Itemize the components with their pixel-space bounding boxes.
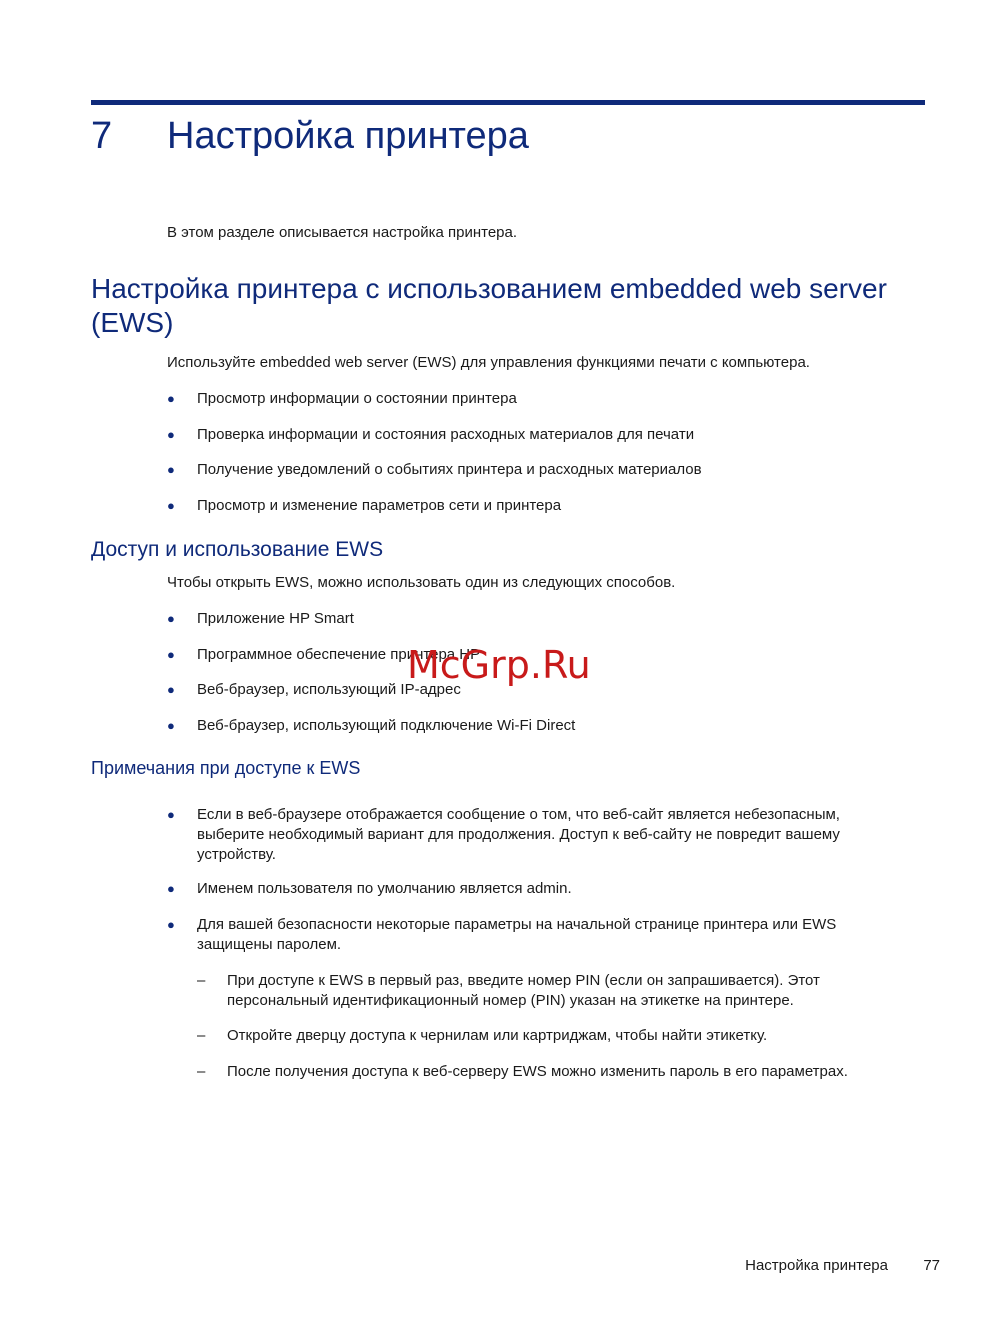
list-item-text: Если в веб-браузере отображается сообщение о том, что веб-сайт является небезопасным, выберите необходимый вариант для продолжения. Доступ к веб-сайту не повредит вашему устройству. [197, 806, 840, 863]
sub-list-item [197, 971, 887, 1011]
section-ews-title: Настройка принтера с использованием embedded web server (EWS) [91, 273, 887, 338]
list-item-text: Получение уведомлений о событиях принтера и расходных материалов [197, 461, 702, 478]
dash-icon: – [197, 1027, 206, 1044]
bullet-icon: ● [167, 611, 175, 626]
list-item-text: Программное обеспечение принтера HP [197, 646, 481, 663]
bullet-icon: ● [167, 807, 175, 822]
section-ews-intro: Используйте embedded web server (EWS) для управления функциями печати с компьютера. [167, 354, 810, 371]
list-item [167, 805, 887, 865]
chapter-rule [91, 100, 925, 105]
sub-list-item-text: При доступе к EWS в первый раз, введите номер PIN (если он запрашивается). Этот персональный идентификационный номер (PIN) указан на этикетке на принтере. [227, 972, 820, 1009]
footer-title: Настройка принтера [745, 1257, 888, 1274]
section-access-intro: Чтобы открыть EWS, можно использовать один из следующих способов. [167, 574, 676, 591]
section-notes-title: Примечания при доступе к EWS [91, 758, 361, 778]
bullet-icon: ● [167, 498, 175, 513]
bullet-icon: ● [167, 881, 175, 896]
dash-icon: – [197, 1063, 206, 1080]
list-item-text: Просмотр информации о состоянии принтера [197, 390, 517, 407]
list-item [167, 496, 887, 516]
bullet-icon: ● [167, 647, 175, 662]
chapter-number: 7 [91, 115, 113, 157]
list-item-text: Веб-браузер, использующий IP-адрес [197, 681, 461, 698]
list-item [167, 425, 887, 445]
list-item-text: Приложение HP Smart [197, 610, 354, 627]
bullet-icon: ● [167, 718, 175, 733]
list-item [167, 389, 887, 409]
list-item-text: Проверка информации и состояния расходных материалов для печати [197, 426, 695, 443]
bullet-icon: ● [167, 391, 175, 406]
list-item [167, 915, 887, 955]
bullet-icon: ● [167, 427, 175, 442]
list-item-text: Для вашей безопасности некоторые параметры на начальной странице принтера или EWS защищены паролем. [197, 916, 837, 953]
bullet-icon: ● [167, 917, 175, 932]
sub-list-item [197, 1062, 887, 1082]
watermark: McGrp.Ru [407, 643, 591, 687]
chapter-title: Настройка принтера [167, 115, 529, 157]
list-item-text: Просмотр и изменение параметров сети и принтера [197, 497, 562, 514]
list-item-text: Именем пользователя по умолчанию является admin. [197, 880, 572, 897]
list-item [167, 460, 887, 480]
list-item [167, 879, 887, 899]
dash-icon: – [197, 972, 206, 989]
list-item [167, 609, 887, 629]
list-item-text: Веб-браузер, использующий подключение Wi-Fi Direct [197, 717, 576, 734]
page-number: 77 [923, 1257, 940, 1274]
chapter-intro: В этом разделе описывается настройка принтера. [167, 224, 518, 241]
list-item [167, 716, 887, 736]
sub-list-item [197, 1026, 887, 1046]
section-access-title: Доступ и использование EWS [91, 538, 384, 561]
sub-list-item-text: Откройте дверцу доступа к чернилам или картриджам, чтобы найти этикетку. [227, 1027, 768, 1044]
bullet-icon: ● [167, 682, 175, 697]
sub-list-item-text: После получения доступа к веб-серверу EWS можно изменить пароль в его параметрах. [227, 1063, 848, 1080]
bullet-icon: ● [167, 462, 175, 477]
